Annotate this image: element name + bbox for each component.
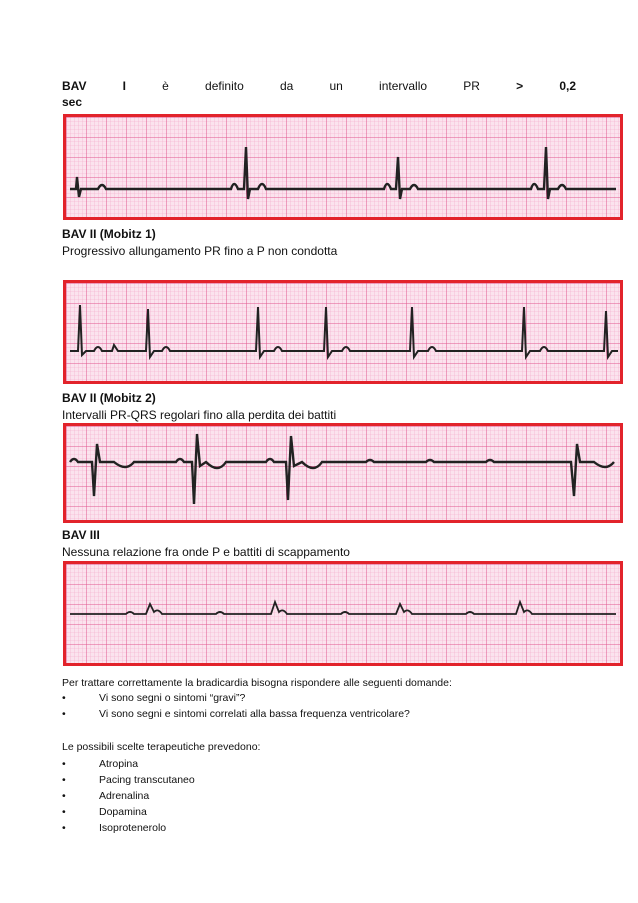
ecg-strip-bav1 (63, 114, 623, 220)
bav2-mobitz1-description: Progressivo allungamento PR fino a P non condotta (62, 244, 338, 258)
list-item (62, 690, 410, 706)
therapy-item: Atropina (99, 758, 139, 770)
therapy-item: Pacing transcutaneo (99, 774, 195, 786)
list-item (62, 820, 195, 836)
bullet-icon: • (62, 806, 66, 818)
ecg-trace-mobitz2 (66, 426, 620, 520)
bav3-description: Nessuna relazione fra onde P e battiti di scappamento (62, 545, 350, 559)
question-text: Vi sono segni e sintomi correlati alla bassa frequenza ventricolare? (99, 708, 410, 720)
bullet-icon: • (62, 708, 66, 720)
questions-list (62, 690, 410, 722)
bav1-word: BAV (62, 79, 87, 93)
ecg-strip-mobitz2 (63, 423, 623, 523)
bav1-word: intervallo (379, 79, 428, 93)
bullet-icon: • (62, 774, 66, 786)
bav1-word: è (162, 79, 169, 93)
bav1-word: un (329, 79, 343, 93)
therapy-list (62, 756, 195, 836)
list-item (62, 772, 195, 788)
bav1-word: I (122, 79, 126, 93)
list-item (62, 788, 195, 804)
ecg-strip-mobitz1 (63, 280, 623, 384)
bav1-word: da (279, 79, 294, 93)
list-item (62, 756, 195, 772)
bullet-icon: • (62, 790, 66, 802)
bav1-heading-tail: sec (62, 95, 83, 109)
ecg-trace-mobitz1 (66, 283, 620, 381)
bullet-icon: • (62, 692, 66, 704)
therapy-item: Adrenalina (99, 790, 150, 802)
ecg-trace-bav1 (66, 117, 620, 217)
bav1-word: PR (463, 79, 480, 93)
bav1-word: 0,2 (559, 79, 576, 93)
bav1-word: definito (205, 79, 244, 93)
bullet-icon: • (62, 822, 66, 834)
therapy-item: Dopamina (99, 806, 147, 818)
bullet-icon: • (62, 758, 66, 770)
ecg-strip-bav3 (63, 561, 623, 666)
list-item (62, 804, 195, 820)
therapy-intro: Le possibili scelte terapeutiche prevedono: (62, 741, 261, 753)
bav1-heading (62, 78, 576, 94)
ecg-trace-bav3 (66, 564, 620, 663)
bav3-title: BAV III (62, 528, 100, 542)
question-text: Vi sono segni o sintomi “gravi”? (99, 692, 246, 704)
bav2-mobitz2-title: BAV II (Mobitz 2) (62, 391, 156, 405)
bav2-mobitz1-title: BAV II (Mobitz 1) (62, 227, 156, 241)
therapy-item: Isoprotenerolo (99, 822, 167, 834)
bav1-word: > (516, 79, 524, 93)
questions-intro: Per trattare correttamente la bradicardia bisogna rispondere alle seguenti domande: (62, 677, 452, 689)
bav2-mobitz2-description: Intervalli PR-QRS regolari fino alla perdita dei battiti (62, 408, 337, 422)
list-item (62, 706, 410, 722)
